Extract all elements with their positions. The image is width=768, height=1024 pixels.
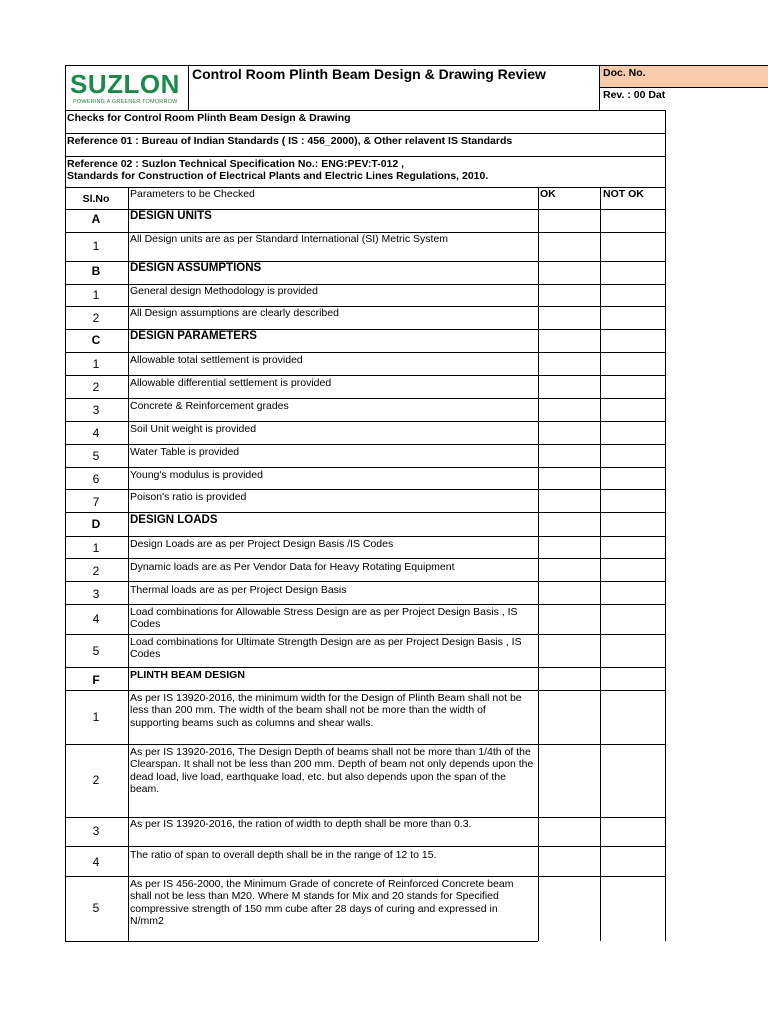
row-separator xyxy=(65,467,666,468)
row-slno: 1 xyxy=(92,239,100,253)
checks-bottom-border xyxy=(65,133,666,134)
row-separator xyxy=(65,489,666,490)
row-slno: 3 xyxy=(92,824,100,838)
row-slno: 1 xyxy=(92,288,100,302)
page-title: Control Room Plinth Beam Design & Drawing Review xyxy=(192,66,546,82)
check-item: As per IS 13920-2016, The Design Depth of beams shall not be more than 1/4th of the Clearspan. It shall not be less than 200 mm. Depth of beam not only depends upon the dead load, live load, earthquake load, etc. but also depends upon the span of the beam. xyxy=(130,746,534,795)
row-separator xyxy=(65,876,666,877)
ref01-bottom-border xyxy=(65,156,666,157)
check-item: Poison's ratio is provided xyxy=(130,491,247,503)
check-item: General design Methodology is provided xyxy=(130,285,318,297)
row-slno: 2 xyxy=(92,773,100,787)
header-top-border xyxy=(65,65,768,66)
row-separator xyxy=(65,558,666,559)
check-item: Young's modulus is provided xyxy=(130,469,263,481)
section-heading: DESIGN LOADS xyxy=(130,514,218,526)
row-slno: 1 xyxy=(92,357,100,371)
row-separator xyxy=(65,744,666,745)
row-separator xyxy=(65,604,666,605)
row-separator xyxy=(65,634,666,635)
row-slno: 2 xyxy=(92,380,100,394)
check-item: Allowable differential settlement is provided xyxy=(130,377,332,389)
row-separator xyxy=(65,421,666,422)
row-slno: F xyxy=(92,673,100,687)
check-item: As per IS 13920-2016, the minimum width for the Design of Plinth Beam shall not be less than 200 mm. The width of the beam shall not be more than the width of supporting beams such as columns and shear walls. xyxy=(130,692,522,729)
check-item: Allowable total settlement is provided xyxy=(130,354,303,366)
row-slno: D xyxy=(91,517,101,531)
rev-label: Rev. : 00 Dat xyxy=(603,89,666,101)
check-item: Concrete & Reinforcement grades xyxy=(130,400,289,412)
col-header-param: Parameters to be Checked xyxy=(130,188,255,200)
row-slno: 1 xyxy=(92,541,100,555)
row-slno: 2 xyxy=(92,311,100,325)
section-heading: DESIGN ASSUMPTIONS xyxy=(130,262,262,274)
row-separator xyxy=(65,512,666,513)
col-divider-param xyxy=(538,187,539,941)
row-slno: 4 xyxy=(92,426,100,440)
col-divider-ok xyxy=(600,187,601,941)
col-divider-slno xyxy=(128,187,129,941)
suzlon-logo xyxy=(65,65,188,110)
row-slno: 7 xyxy=(92,495,100,509)
col-header-slno: Sl.No xyxy=(82,193,110,205)
row-separator xyxy=(65,444,666,445)
row-slno: 3 xyxy=(92,587,100,601)
col-header-notok: NOT OK xyxy=(603,188,644,200)
check-item: Soil Unit weight is provided xyxy=(130,423,257,435)
reference-01: Reference 01 : Bureau of Indian Standards ( IS : 456_2000), & Other relavent IS Standards xyxy=(67,135,513,147)
col-header-ok: OK xyxy=(540,188,556,200)
logo-tagline: POWERING A GREENER TOMORROW xyxy=(73,99,178,105)
check-item: As per IS 456-2000, the Minimum Grade of concrete of Reinforced Concrete beam shall not be less than M20. Where M stands for Mix and 20 stands for Specified compressive strength of 150 mm cube after 28 days of curing and expressed in N/mm2 xyxy=(130,878,514,927)
row-slno: 6 xyxy=(92,472,100,486)
row-slno: 5 xyxy=(92,901,100,915)
row-slno: 1 xyxy=(92,710,100,724)
row-slno: 3 xyxy=(92,403,100,417)
row-separator xyxy=(65,667,666,668)
row-separator xyxy=(65,581,666,582)
row-slno: 4 xyxy=(92,855,100,869)
check-item: All Design assumptions are clearly described xyxy=(130,307,339,319)
row-separator xyxy=(65,846,666,847)
row-slno: 5 xyxy=(92,449,100,463)
check-item: Design Loads are as per Project Design Basis /IS Codes xyxy=(130,538,394,550)
doc-no-label: Doc. No. xyxy=(603,67,646,79)
row-slno: 5 xyxy=(92,644,100,658)
row-separator xyxy=(65,398,666,399)
table-bottom-border xyxy=(65,941,538,942)
section-heading: PLINTH BEAM DESIGN xyxy=(130,669,245,681)
row-separator xyxy=(65,375,666,376)
check-item: Thermal loads are as per Project Design Basis xyxy=(130,584,347,596)
row-separator xyxy=(65,536,666,537)
row-slno: C xyxy=(91,333,101,347)
check-item: All Design units are as per Standard International (SI) Metric System xyxy=(130,233,449,245)
checks-line: Checks for Control Room Plinth Beam Design & Drawing xyxy=(67,112,351,124)
row-slno: B xyxy=(91,264,101,278)
check-item: Water Table is provided xyxy=(130,446,240,458)
row-separator xyxy=(65,690,666,691)
row-slno: 2 xyxy=(92,564,100,578)
check-item: Load combinations for Ultimate Strength Design are as per Project Design Basis , IS Codes xyxy=(130,636,522,661)
doc-row-divider xyxy=(599,87,768,88)
check-item: The ratio of span to overall depth shall be in the range of 12 to 15. xyxy=(130,849,437,861)
reference-02-line1: Reference 02 : Suzlon Technical Specification No.: ENG:PEV:T-012 , xyxy=(67,158,405,170)
header-bottom-border xyxy=(65,110,666,111)
logo-wordmark: SUZLON xyxy=(70,69,180,99)
section-heading: DESIGN PARAMETERS xyxy=(130,330,257,342)
row-slno: 4 xyxy=(92,612,100,626)
reference-02-line2: Standards for Construction of Electrical Plants and Electric Lines Regulations, 2010. xyxy=(67,170,489,182)
logo-divider xyxy=(188,65,189,110)
check-item: Load combinations for Allowable Stress Design are as per Project Design Basis , IS Codes xyxy=(130,606,518,631)
row-slno: A xyxy=(91,212,101,226)
check-item: As per IS 13920-2016, the ration of width to depth shall be more than 0.3. xyxy=(130,818,472,830)
check-item: Dynamic loads are as Per Vendor Data for Heavy Rotating Equipment xyxy=(130,561,455,573)
section-heading: DESIGN UNITS xyxy=(130,210,212,222)
row-separator xyxy=(65,352,666,353)
